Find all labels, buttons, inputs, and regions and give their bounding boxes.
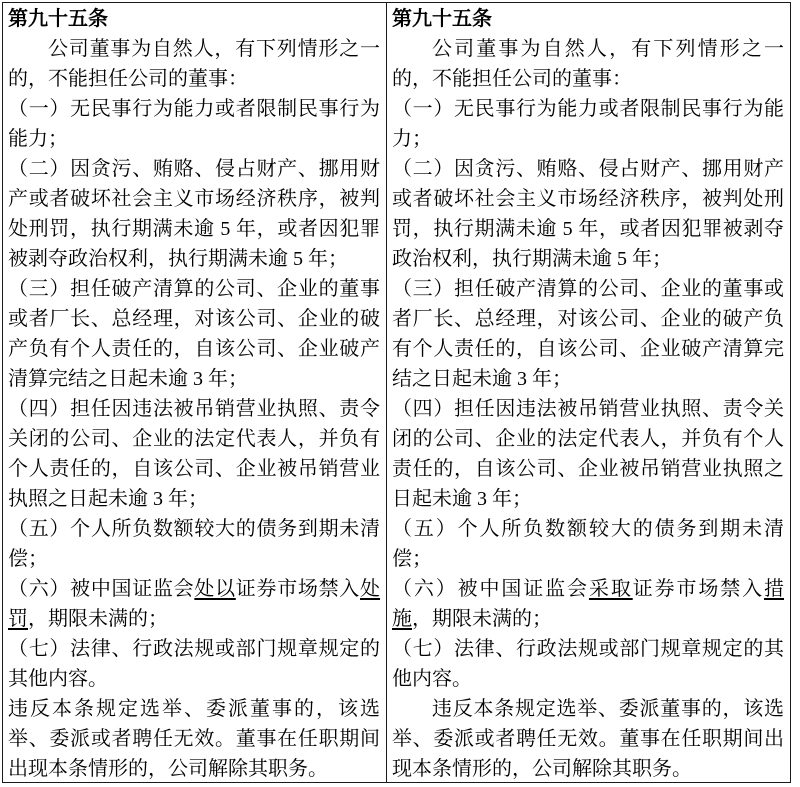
article-paragraph bbox=[8, 514, 380, 574]
text-run: （六）被中国证监会 bbox=[392, 578, 589, 600]
text-run: （五）个人所负数额较大的债务到期未清偿； bbox=[392, 518, 784, 570]
text-run: 证券市场禁入 bbox=[235, 578, 361, 600]
article-paragraph bbox=[392, 634, 784, 694]
article-paragraph bbox=[8, 274, 380, 394]
text-run: 违反本条规定选举、委派董事的，该选举、委派或者聘任无效。董事在任职期间出现本条情形的，公司解除其职务。 bbox=[392, 698, 784, 780]
changed-text-underlined: 处罚 bbox=[8, 578, 381, 630]
article-paragraph bbox=[392, 694, 784, 782]
article-paragraph bbox=[392, 274, 784, 394]
article-heading-left: 第九十五条 bbox=[8, 8, 108, 30]
text-run: ，期限未满的； bbox=[412, 608, 552, 630]
article-paragraph bbox=[392, 154, 784, 274]
text-run: （五）个人所负数额较大的债务到期未清偿； bbox=[8, 518, 380, 570]
article-paragraph bbox=[8, 394, 380, 514]
article-paragraph bbox=[8, 694, 380, 782]
article-paragraph bbox=[8, 634, 380, 694]
text-run: （七）法律、行政法规或部门规章规定的其他内容。 bbox=[392, 638, 784, 690]
changed-text-underlined: 采取 bbox=[588, 578, 633, 600]
article-cell-left bbox=[3, 3, 387, 782]
text-run: （二）因贪污、贿赂、侵占财产、挪用财产或者破坏社会主义市场经济秩序，被判处刑罚，执行期满未逾 5 年，或者因犯罪被剥夺政治权利，执行期满未逾 5 年； bbox=[392, 158, 784, 270]
text-run: 证券市场禁入 bbox=[632, 578, 765, 600]
text-run: （一）无民事行为能力或者限制民事行为能力； bbox=[392, 98, 784, 150]
text-run: （四）担任因违法被吊销营业执照、责令关闭的公司、企业的法定代表人，并负有个人责任的，自该公司、企业被吊销营业执照之日起未逾 3 年； bbox=[8, 398, 380, 510]
text-run: （二）因贪污、贿赂、侵占财产、挪用财产或者破坏社会主义市场经济秩序，被判处刑罚，执行期满未逾 5 年，或者因犯罪被剥夺政治权利，执行期满未逾 5 年； bbox=[8, 158, 380, 270]
text-run: （六）被中国证监会 bbox=[8, 578, 195, 600]
text-run: 违反本条规定选举、委派董事的，该选举、委派或者聘任无效。董事在任职期间出现本条情形的，公司解除其职务。 bbox=[8, 698, 380, 780]
article-paragraph bbox=[8, 154, 380, 274]
text-run: （四）担任因违法被吊销营业执照、责令关闭的公司、企业的法定代表人，并负有个人责任的，自该公司、企业被吊销营业执照之日起未逾 3 年； bbox=[392, 398, 784, 510]
article-body-right bbox=[392, 34, 784, 782]
text-run: 公司董事为自然人，有下列情形之一的，不能担任公司的董事： bbox=[8, 38, 380, 90]
text-run: （七）法律、行政法规或部门规章规定的其他内容。 bbox=[8, 638, 380, 690]
article-paragraph bbox=[392, 574, 784, 634]
article-cell-right bbox=[387, 3, 790, 782]
article-heading-right: 第九十五条 bbox=[392, 8, 492, 30]
article-paragraph bbox=[392, 34, 784, 94]
text-run: （三）担任破产清算的公司、企业的董事或者厂长、总经理，对该公司、企业的破产负有个人责任的，自该公司、企业破产清算完结之日起未逾 3 年； bbox=[392, 278, 784, 390]
text-run: （一）无民事行为能力或者限制民事行为能力； bbox=[8, 98, 380, 150]
article-paragraph bbox=[8, 94, 380, 154]
text-run: （三）担任破产清算的公司、企业的董事或者厂长、总经理，对该公司、企业的破产负有个人责任的，自该公司、企业破产清算完结之日起未逾 3 年； bbox=[8, 278, 380, 390]
article-paragraph bbox=[8, 574, 380, 634]
article-comparison-table bbox=[2, 2, 791, 783]
article-paragraph bbox=[392, 394, 784, 514]
text-run: 公司董事为自然人，有下列情形之一的，不能担任公司的董事： bbox=[392, 38, 784, 90]
article-paragraph bbox=[392, 514, 784, 574]
changed-text-underlined: 措施 bbox=[392, 578, 785, 630]
article-paragraph bbox=[8, 34, 380, 94]
changed-text-underlined: 处以 bbox=[194, 578, 236, 600]
article-body-left bbox=[8, 34, 380, 782]
text-run: ，期限未满的； bbox=[28, 608, 168, 630]
article-paragraph bbox=[392, 94, 784, 154]
